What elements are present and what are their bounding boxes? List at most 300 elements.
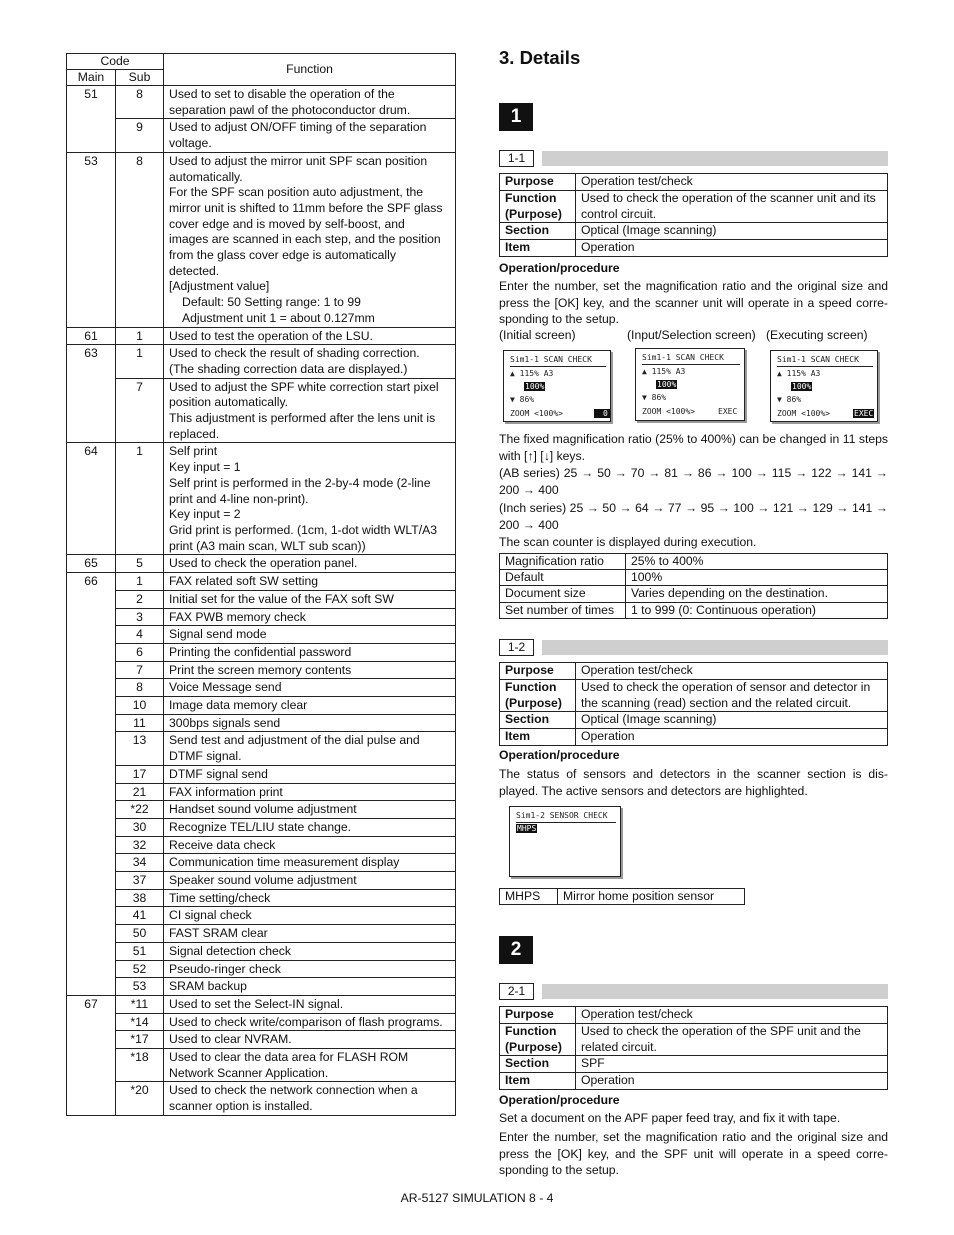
lcd-zoom: ZOOM <100%> xyxy=(642,407,695,416)
lcd-key-value: EXEC xyxy=(854,409,874,418)
details-heading: 3. Details xyxy=(499,47,581,68)
function-cell xyxy=(164,714,456,732)
sub-code-cell: 6 xyxy=(116,643,164,661)
item-value: Operation xyxy=(576,1073,888,1090)
function-cell xyxy=(164,590,456,608)
table-row xyxy=(67,872,456,890)
sub-code-cell: 34 xyxy=(116,854,164,872)
function-cell xyxy=(164,555,456,573)
function-cell xyxy=(164,378,456,443)
table-row xyxy=(67,443,456,555)
function-text-line: FAX PWB memory check xyxy=(169,609,306,624)
function-cell xyxy=(164,854,456,872)
operation-procedure-heading: Operation/procedure xyxy=(499,261,620,275)
subsection-number: 1-2 xyxy=(499,639,534,656)
function-cell xyxy=(164,1013,456,1031)
function-value: Used to check the operation of the SPF unit and the related circuit. xyxy=(576,1023,888,1056)
table-row xyxy=(67,327,456,345)
subsection-number: 1-1 xyxy=(499,150,534,167)
main-code-cell: 65 xyxy=(67,555,116,573)
sub-code-cell: 1 xyxy=(116,573,164,591)
lcd-up-value: ▲ 115% A3 xyxy=(510,369,554,378)
sub-code-cell: 2 xyxy=(116,590,164,608)
main-code-cell xyxy=(67,836,116,854)
function-text-line: Used to adjust ON/OFF timing of the separation xyxy=(169,120,427,135)
function-text-line: Speaker sound volume adjustment xyxy=(169,873,357,888)
lcd-zoom: ZOOM <100%> xyxy=(510,409,563,418)
lcd-key-value: EXEC xyxy=(718,407,738,416)
function-text-line: This adjustment is performed after the lens unit is xyxy=(169,411,436,426)
table-row xyxy=(67,765,456,783)
function-text-line: 300bps signals send xyxy=(169,715,281,730)
sub-code-cell: 51 xyxy=(116,942,164,960)
lcd-down-value: ▼ 86% xyxy=(510,395,535,404)
function-key-line: (Purpose) xyxy=(505,695,562,710)
sub-code-cell: *11 xyxy=(116,995,164,1013)
spec-row xyxy=(500,570,888,586)
function-text-line: Used to set the Select-IN signal. xyxy=(169,996,344,1011)
function-text-line: For the SPF scan position auto adjustment, the xyxy=(169,185,424,200)
subsection-header xyxy=(499,983,888,1000)
sub-code-cell: *18 xyxy=(116,1049,164,1082)
function-cell xyxy=(164,732,456,765)
function-text-line: CI signal check xyxy=(169,908,252,923)
function-cell xyxy=(164,801,456,819)
sub-code-cell: 8 xyxy=(116,86,164,119)
function-cell xyxy=(164,152,456,327)
section-number-badge: 2 xyxy=(499,936,533,964)
purpose-value: Operation test/check xyxy=(576,174,888,191)
main-code-cell: 53 xyxy=(67,152,116,327)
function-text-line: voltage. xyxy=(169,136,212,151)
function-text-line: SRAM backup xyxy=(169,979,247,994)
spec-row xyxy=(500,554,888,570)
item-key: Item xyxy=(500,1073,576,1090)
function-text-line: Used to test the operation of the LSU. xyxy=(169,328,373,343)
sub-code-cell: 41 xyxy=(116,907,164,925)
function-text-line: cover edge and is moved by self-boost, and xyxy=(169,216,405,231)
info-table-1-2 xyxy=(499,662,888,746)
lcd-up-value: ▲ 115% A3 xyxy=(777,369,821,378)
function-cell xyxy=(164,643,456,661)
item-key: Item xyxy=(500,240,576,257)
function-key xyxy=(500,679,576,712)
ab-series-text: (AB series) 25 → 50 → 70 → 81 → 86 → 100 → 115 → 122 → 141 → 200 → 400 xyxy=(499,466,888,497)
function-key-line: Function xyxy=(505,679,557,694)
main-code-cell xyxy=(67,643,116,661)
function-text-line: DTMF signal. xyxy=(169,749,242,764)
function-text-line: Send test and adjustment of the dial pulse and xyxy=(169,733,420,748)
table-row xyxy=(67,836,456,854)
function-text-line: Used to check write/comparison of flash programs. xyxy=(169,1014,443,1029)
main-code-cell xyxy=(67,626,116,644)
spec-key: Default xyxy=(500,570,626,586)
function-text-line: Used to clear the data area for FLASH ROM xyxy=(169,1050,409,1065)
sub-code-cell: 1 xyxy=(116,443,164,555)
sub-code-cell: *22 xyxy=(116,801,164,819)
section-value: SPF xyxy=(576,1056,888,1073)
main-code-cell xyxy=(67,818,116,836)
function-text-line: print (A3 main scan, WLT sub scan)) xyxy=(169,538,366,553)
sub-code-cell: 7 xyxy=(116,661,164,679)
lcd-sensor-screen xyxy=(509,806,621,877)
table-row xyxy=(67,801,456,819)
table-row xyxy=(67,119,456,152)
mhps-key: MHPS xyxy=(500,889,558,905)
input-screen-label: (Input/Selection screen) xyxy=(627,328,756,342)
main-code-cell xyxy=(67,732,116,765)
table-row xyxy=(67,732,456,765)
lcd-selected-value: 100% xyxy=(792,382,812,391)
spec-value: 25% to 400% xyxy=(626,554,888,570)
function-text-line: Used to set to disable the operation of the xyxy=(169,87,395,101)
function-key xyxy=(500,190,576,223)
table-row xyxy=(67,643,456,661)
section-key: Section xyxy=(500,1056,576,1073)
subsection-bar xyxy=(542,984,888,999)
section-value: Optical (Image scanning) xyxy=(576,712,888,729)
sub-code-cell: 8 xyxy=(116,679,164,697)
function-text-line: Used to check the operation panel. xyxy=(169,556,358,571)
sub-code-cell: 1 xyxy=(116,327,164,345)
function-cell xyxy=(164,1049,456,1082)
operation-procedure-text: Enter the number, set the magnification ratio and the original size and press the [OK] key, and the scanner unit will operate in a speed corre-sponding to the setup. xyxy=(499,279,888,327)
sub-code-cell: 11 xyxy=(116,714,164,732)
main-code-cell: 66 xyxy=(67,573,116,591)
main-code-cell xyxy=(67,801,116,819)
function-text-line: Printing the confidential password xyxy=(169,644,352,659)
table-row xyxy=(67,818,456,836)
function-cell xyxy=(164,960,456,978)
section-value: Optical (Image scanning) xyxy=(576,223,888,240)
purpose-key: Purpose xyxy=(500,1007,576,1024)
lcd-sensor-value: MHPS xyxy=(517,824,537,833)
subsection-number: 2-1 xyxy=(499,983,534,1000)
executing-screen-label: (Executing screen) xyxy=(766,328,868,342)
function-text-line: mirror unit is shifted to 11mm before the SPF glass xyxy=(169,200,443,215)
function-cell xyxy=(164,836,456,854)
table-row xyxy=(67,1031,456,1049)
main-code-cell: 51 xyxy=(67,86,116,119)
spec-value: 100% xyxy=(626,570,888,586)
main-code-cell xyxy=(67,608,116,626)
spec-key: Document size xyxy=(500,586,626,602)
table-row xyxy=(67,854,456,872)
function-cell xyxy=(164,925,456,943)
sub-code-cell: 50 xyxy=(116,925,164,943)
item-value: Operation xyxy=(576,240,888,257)
function-text-line: FAX information print xyxy=(169,784,283,799)
spec-key: Magnification ratio xyxy=(500,554,626,570)
lcd-selected-value: 100% xyxy=(657,380,677,389)
purpose-value: Operation test/check xyxy=(576,1007,888,1024)
main-code-cell xyxy=(67,960,116,978)
function-cell xyxy=(164,765,456,783)
main-code-cell xyxy=(67,872,116,890)
main-code-cell: 64 xyxy=(67,443,116,555)
function-text-line: Image data memory clear xyxy=(169,698,308,713)
lcd-down-value: ▼ 86% xyxy=(777,395,802,404)
item-value: Operation xyxy=(576,729,888,746)
lcd-title: Sim1-2 SENSOR CHECK xyxy=(516,811,608,820)
function-text-line: Used to check the network connection when a xyxy=(169,1083,418,1098)
function-key-line: (Purpose) xyxy=(505,206,562,221)
main-code-cell xyxy=(67,907,116,925)
section-key: Section xyxy=(500,712,576,729)
lcd-title: Sim1-1 SCAN CHECK xyxy=(642,353,724,362)
subsection-bar xyxy=(542,151,888,166)
scan-counter-text: The scan counter is displayed during execution. xyxy=(499,535,757,549)
page-footer: AR-5127 SIMULATION 8 - 4 xyxy=(400,1191,554,1205)
table-row xyxy=(67,714,456,732)
operation-procedure-text: Enter the number, set the magnification ratio and the original size and press the [OK] key, and the SPF unit will operate in a speed corre-sponding to the setup. xyxy=(499,1130,888,1178)
function-cell xyxy=(164,818,456,836)
table-row xyxy=(67,960,456,978)
table-row xyxy=(67,1013,456,1031)
function-text-line: Self print is performed in the 2-by-4 mode (2-line xyxy=(169,475,431,490)
function-cell xyxy=(164,1082,456,1115)
function-value: Used to check the operation of the scanner unit and its control circuit. xyxy=(576,190,888,223)
operation-procedure-heading: Operation/procedure xyxy=(499,1093,620,1107)
sub-code-cell: 8 xyxy=(116,152,164,327)
operation-procedure-text: Set a document on the APF paper feed tray, and fix it with tape. xyxy=(499,1111,841,1125)
function-text-line: print and 4-line non-print). xyxy=(169,491,309,506)
function-cell xyxy=(164,783,456,801)
spec-value: Varies depending on the destination. xyxy=(626,586,888,602)
purpose-value: Operation test/check xyxy=(576,663,888,680)
table-row xyxy=(67,555,456,573)
main-code-cell: 61 xyxy=(67,327,116,345)
function-text-line: from the glass cover edge is automatically xyxy=(169,248,396,263)
spec-value: 1 to 999 (0: Continuous operation) xyxy=(626,602,888,618)
subsection-header xyxy=(499,639,888,656)
table-row xyxy=(67,942,456,960)
function-text-line: Time setting/check xyxy=(169,890,271,905)
lcd-executing-screen xyxy=(770,350,878,422)
sub-code-cell: 17 xyxy=(116,765,164,783)
main-code-cell xyxy=(67,765,116,783)
function-text-line: Recognize TEL/LIU state change. xyxy=(169,819,352,834)
main-code-cell: 63 xyxy=(67,345,116,378)
mhps-table xyxy=(499,888,745,905)
main-code-cell xyxy=(67,978,116,996)
function-cell xyxy=(164,327,456,345)
table-row xyxy=(67,86,456,119)
function-text-line: Used to adjust the SPF white correction start pixel xyxy=(169,379,439,394)
table-row xyxy=(67,925,456,943)
main-code-cell xyxy=(67,783,116,801)
function-cell xyxy=(164,872,456,890)
function-text-line: Signal send mode xyxy=(169,627,267,642)
main-code-cell xyxy=(67,378,116,443)
subsection-bar xyxy=(542,640,888,655)
spec-key: Set number of times xyxy=(500,602,626,618)
table-row xyxy=(67,661,456,679)
section-key: Section xyxy=(500,223,576,240)
function-cell xyxy=(164,679,456,697)
simulation-code-table xyxy=(66,53,456,1116)
main-header: Main xyxy=(67,70,116,86)
function-text-line: Self print xyxy=(169,444,218,459)
function-text-line: Communication time measurement display xyxy=(169,855,400,870)
lcd-title: Sim1-1 SCAN CHECK xyxy=(777,355,859,364)
function-value: Used to check the operation of sensor and detector in the scanning (read) section and the related circuit. xyxy=(576,679,888,712)
table-row xyxy=(67,697,456,715)
function-cell xyxy=(164,978,456,996)
function-cell xyxy=(164,626,456,644)
main-code-cell xyxy=(67,697,116,715)
function-text-line: separation pawl of the photoconductor drum. xyxy=(169,102,411,117)
function-text-line: images are scanned in each step, and the position xyxy=(169,232,441,247)
sub-code-cell: 4 xyxy=(116,626,164,644)
lcd-key-value: 0 xyxy=(594,409,610,418)
code-header: Code xyxy=(67,54,164,70)
lcd-zoom: ZOOM <100%> xyxy=(777,409,830,418)
sub-code-cell: 10 xyxy=(116,697,164,715)
table-row xyxy=(67,378,456,443)
spec-row xyxy=(500,586,888,602)
sub-code-cell: 5 xyxy=(116,555,164,573)
inch-series-text: (Inch series) 25 → 50 → 64 → 77 → 95 → 100 → 121 → 129 → 141 → 200 → 400 xyxy=(499,501,888,532)
function-text-line: Used to adjust the mirror unit SPF scan position xyxy=(169,153,428,168)
table-row xyxy=(67,783,456,801)
function-text-line: [Adjustment value] xyxy=(169,279,270,294)
table-row xyxy=(67,345,456,378)
table-row xyxy=(67,590,456,608)
function-text-line: Key input = 2 xyxy=(169,507,241,522)
table-row xyxy=(67,573,456,591)
main-code-cell xyxy=(67,714,116,732)
table-row xyxy=(67,995,456,1013)
function-cell xyxy=(164,608,456,626)
main-code-cell: 67 xyxy=(67,995,116,1013)
function-cell xyxy=(164,942,456,960)
function-cell xyxy=(164,697,456,715)
sub-code-cell: 1 xyxy=(116,345,164,378)
function-text-line: Network Scanner Application. xyxy=(169,1065,329,1080)
function-text-line: DTMF signal send xyxy=(169,766,268,781)
operation-procedure-heading: Operation/procedure xyxy=(499,748,620,762)
function-text-line: Used to clear NVRAM. xyxy=(169,1032,292,1047)
item-key: Item xyxy=(500,729,576,746)
function-text-line: Key input = 1 xyxy=(169,460,241,475)
sub-code-cell: 30 xyxy=(116,818,164,836)
info-table-2-1 xyxy=(499,1006,888,1090)
subsection-header xyxy=(499,150,888,167)
table-row xyxy=(67,1082,456,1115)
sub-code-cell: 37 xyxy=(116,872,164,890)
table-row xyxy=(67,152,456,327)
function-header: Function xyxy=(164,54,456,86)
function-text-line: Receive data check xyxy=(169,837,276,852)
section-number-badge: 1 xyxy=(499,103,533,131)
sub-code-cell: 13 xyxy=(116,732,164,765)
function-key-line: Function xyxy=(505,190,557,205)
function-text-line: detected. xyxy=(169,263,220,278)
function-text-line: Used to check the result of shading correction. xyxy=(169,346,420,361)
main-code-cell xyxy=(67,119,116,152)
main-code-cell xyxy=(67,679,116,697)
main-code-cell xyxy=(67,942,116,960)
sub-code-cell: *20 xyxy=(116,1082,164,1115)
lcd-down-value: ▼ 86% xyxy=(642,393,667,402)
sub-code-cell: *17 xyxy=(116,1031,164,1049)
function-text-line: automatically. xyxy=(169,169,243,184)
function-cell xyxy=(164,119,456,152)
function-text-line: Voice Message send xyxy=(169,680,282,695)
function-cell xyxy=(164,889,456,907)
main-code-cell xyxy=(67,1013,116,1031)
function-key-line: (Purpose) xyxy=(505,1039,562,1054)
lcd-initial-screen xyxy=(503,350,611,422)
main-code-cell xyxy=(67,925,116,943)
table-row xyxy=(67,608,456,626)
table-row xyxy=(67,978,456,996)
function-text-line: Default: 50 Setting range: 1 to 99 xyxy=(182,295,361,310)
function-text-line: Pseudo-ringer check xyxy=(169,961,281,976)
function-text-line: (The shading correction data are displayed.) xyxy=(169,361,408,376)
fixed-ratio-text: The fixed magnification ratio (25% to 400%) can be changed in 11 steps with [↑] [↓] keys. xyxy=(499,432,888,463)
sub-code-cell: 52 xyxy=(116,960,164,978)
main-code-cell xyxy=(67,1031,116,1049)
main-code-cell xyxy=(67,1082,116,1115)
initial-screen-label: (Initial screen) xyxy=(499,328,576,342)
function-text-line: Adjustment unit 1 = about 0.127mm xyxy=(182,310,375,325)
lcd-input-screen xyxy=(635,348,745,421)
purpose-key: Purpose xyxy=(500,663,576,680)
lcd-up-value: ▲ 115% A3 xyxy=(642,367,686,376)
table-row xyxy=(67,1049,456,1082)
function-cell xyxy=(164,443,456,555)
function-text-line: scanner option is installed. xyxy=(169,1099,313,1114)
function-text-line: FAST SRAM clear xyxy=(169,926,268,941)
function-text-line: Initial set for the value of the FAX soft SW xyxy=(169,591,394,606)
table-row xyxy=(67,626,456,644)
function-cell xyxy=(164,86,456,119)
function-cell xyxy=(164,907,456,925)
function-cell xyxy=(164,1031,456,1049)
main-code-cell xyxy=(67,661,116,679)
lcd-selected-value: 100% xyxy=(525,382,545,391)
sub-code-cell: 9 xyxy=(116,119,164,152)
info-table-1-1 xyxy=(499,173,888,257)
table-row xyxy=(67,679,456,697)
table-row xyxy=(67,889,456,907)
sub-header: Sub xyxy=(116,70,164,86)
function-key xyxy=(500,1023,576,1056)
main-code-cell xyxy=(67,854,116,872)
main-code-cell xyxy=(67,889,116,907)
sub-code-cell: 38 xyxy=(116,889,164,907)
function-cell xyxy=(164,345,456,378)
spec-table xyxy=(499,553,888,619)
mhps-value: Mirror home position sensor xyxy=(558,889,745,905)
function-text-line: position automatically. xyxy=(169,395,289,410)
function-text-line: FAX related soft SW setting xyxy=(169,574,319,589)
function-text-line: Handset sound volume adjustment xyxy=(169,802,357,817)
function-text-line: replaced. xyxy=(169,426,220,441)
sub-code-cell: 32 xyxy=(116,836,164,854)
function-cell xyxy=(164,661,456,679)
spec-row xyxy=(500,602,888,618)
purpose-key: Purpose xyxy=(500,174,576,191)
sub-code-cell: 21 xyxy=(116,783,164,801)
function-text-line: Signal detection check xyxy=(169,943,291,958)
sub-code-cell: 7 xyxy=(116,378,164,443)
function-cell xyxy=(164,995,456,1013)
main-code-cell xyxy=(67,1049,116,1082)
function-text-line: Print the screen memory contents xyxy=(169,662,352,677)
